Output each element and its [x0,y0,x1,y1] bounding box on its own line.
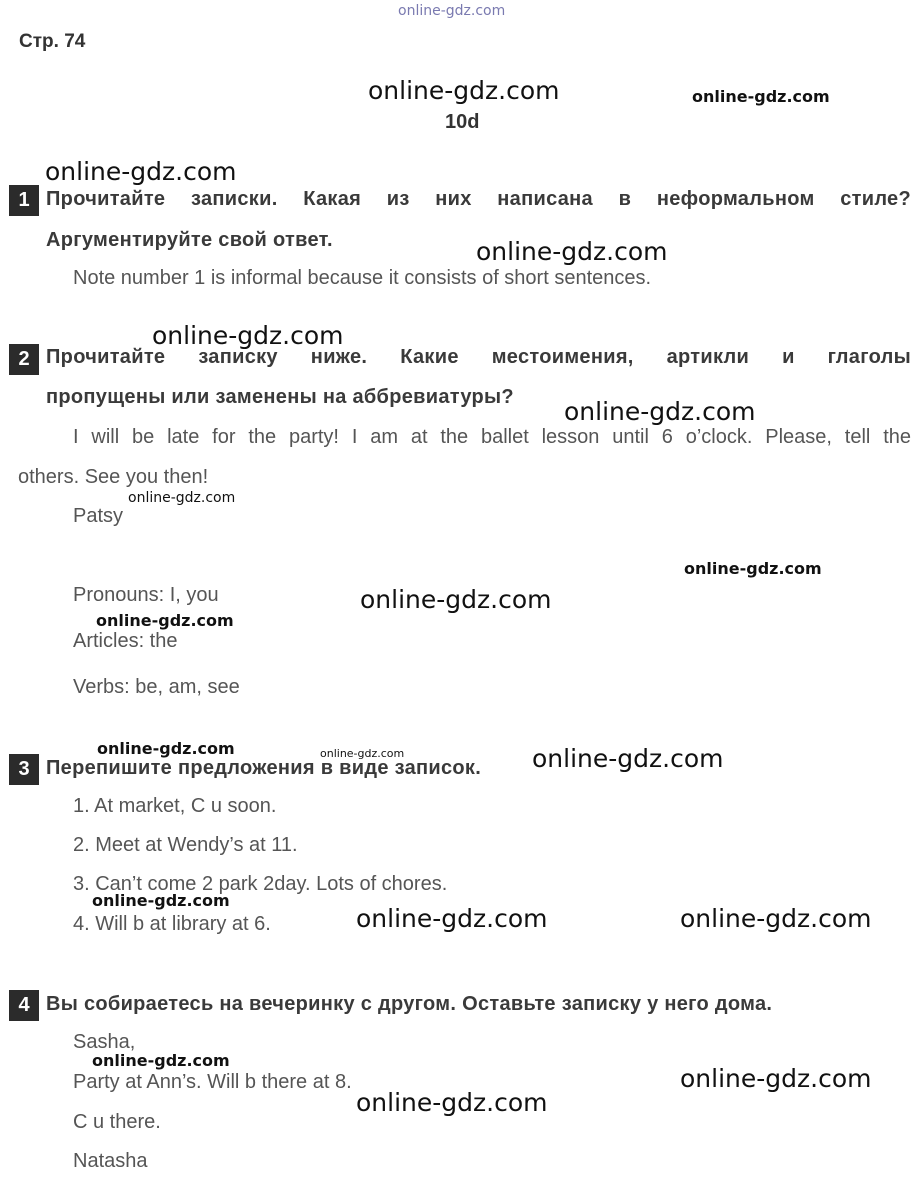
watermark: online-gdz.com [564,397,756,426]
watermark: online-gdz.com [45,157,237,186]
watermark: online-gdz.com [92,891,230,910]
task-1-instruction-line1: Прочитайте записки. Какая из них написана в неформальном стиле? [46,188,911,210]
watermark: online-gdz.com [692,87,830,106]
task-2-instruction-line1: Прочитайте записку ниже. Какие местоимения, артикли и глаголы [46,346,911,368]
task-1-answer: Note number 1 is informal because it consists of short sentences. [73,267,652,289]
task-2-number: 2 [9,344,39,375]
task-4-instruction: Вы собираетесь на вечеринку с другом. Оставьте записку у него дома. [46,993,773,1015]
task-3-item-3: 3. Can’t come 2 park 2day. Lots of chores. [73,873,448,895]
page-number: Стр. 74 [19,31,86,52]
watermark: online-gdz.com [680,1064,872,1093]
watermark: online-gdz.com [360,585,552,614]
watermark: online-gdz.com [356,1088,548,1117]
task-4-number: 4 [9,990,39,1021]
watermark: online-gdz.com [320,747,405,760]
task-3-number: 3 [9,754,39,785]
task-2-articles: Articles: the [73,630,178,652]
task-4-line-4: Natasha [73,1150,148,1172]
task-2-note-line1: I will be late for the party! I am at the ballet lesson until 6 o’clock. Please, tell the [73,426,911,448]
task-2-pronouns: Pronouns: I, you [73,584,219,606]
task-4-line-3: C u there. [73,1111,161,1133]
task-3-item-4: 4. Will b at library at 6. [73,913,271,935]
watermark: online-gdz.com [684,559,822,578]
watermark: online-gdz.com [97,739,235,758]
lesson-title: 10d [445,111,480,133]
task-3-item-2: 2. Meet at Wendy’s at 11. [73,834,298,856]
watermark: online-gdz.com [152,321,344,350]
task-2-note-line2: others. See you then! [18,466,209,488]
watermark: online-gdz.com [92,1051,230,1070]
task-3-item-1: 1. At market, C u soon. [73,795,277,817]
task-2-instruction-line2: пропущены или заменены на аббревиатуры? [46,386,514,408]
task-4-line-2: Party at Ann’s. Will b there at 8. [73,1071,352,1093]
watermark: online-gdz.com [128,490,236,506]
task-3-instruction: Перепишите предложения в виде записок. [46,757,482,779]
watermark-top: online-gdz.com [398,3,506,19]
watermark: online-gdz.com [96,611,234,630]
watermark: online-gdz.com [680,904,872,933]
task-2-verbs: Verbs: be, am, see [73,676,240,698]
task-1-number: 1 [9,185,39,216]
task-1-instruction-line2: Аргументируйте свой ответ. [46,229,333,251]
watermark: online-gdz.com [356,904,548,933]
task-4-line-1: Sasha, [73,1031,136,1053]
task-2-signature: Patsy [73,505,124,527]
watermark: online-gdz.com [532,744,724,773]
watermark: online-gdz.com [368,76,560,105]
watermark: online-gdz.com [476,237,668,266]
